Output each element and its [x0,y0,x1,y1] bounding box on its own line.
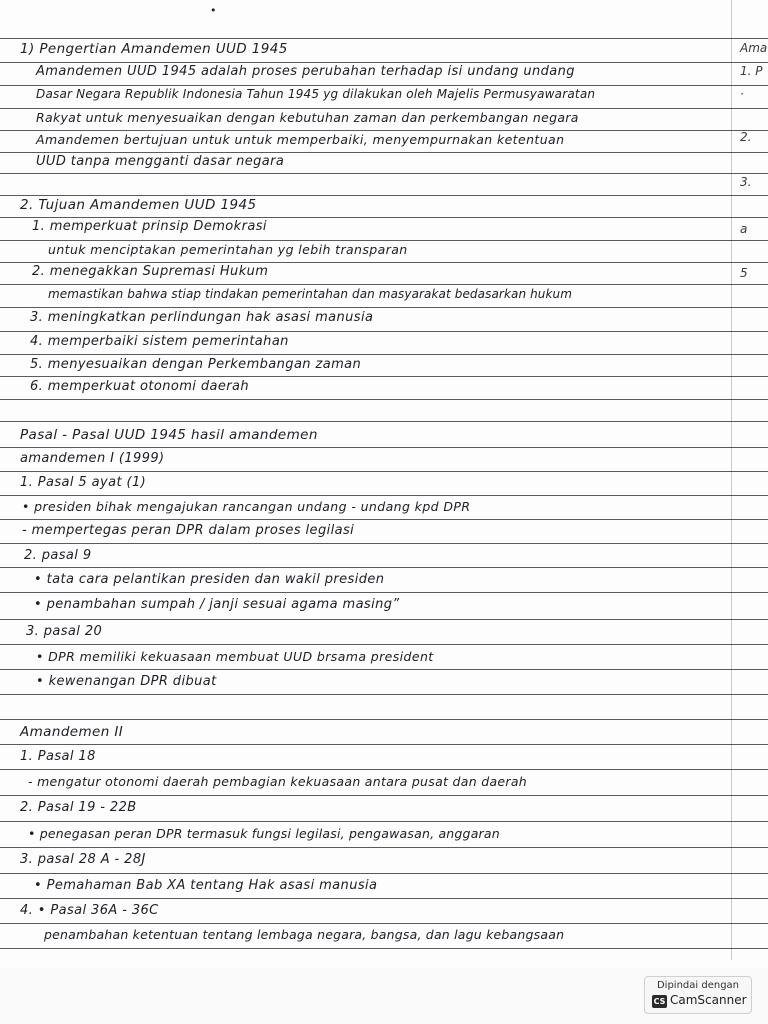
edge-fragment: 2. [740,130,752,144]
text-line: • presiden bihak mengajukan rancangan undang - undang kpd DPR [22,499,471,514]
list-item: 6. memperkuat otonomi daerah [30,379,249,394]
text-line: • penegasan peran DPR termasuk fungsi legilasi, pengawasan, anggaran [28,826,500,841]
ruled-line [0,421,768,422]
section-heading: 2. Tujuan Amandemen UUD 1945 [20,197,257,213]
list-item: 1. Pasal 18 [20,749,96,764]
ruled-line [0,769,768,770]
list-item: 4. • Pasal 36A - 36C [20,903,159,918]
edge-fragment: a [740,222,748,236]
text-line: • DPR memiliki kekuasaan membuat UUD brsama president [36,649,434,664]
list-item: 2. menegakkan Supremasi Hukum [32,264,269,279]
ruled-line [0,669,768,670]
list-item: 2. pasal 9 [24,548,92,563]
list-item: 5. menyesuaikan dengan Perkembangan zaman [30,357,362,372]
list-item: 2. Pasal 19 - 22B [20,800,137,815]
list-item: 3. pasal 28 A - 28J [20,852,146,867]
text-line: penambahan ketentuan tentang lembaga negara, bangsa, dan lagu kebangsaan [44,927,565,942]
scanner-watermark [644,976,752,1014]
ruled-line [0,821,768,822]
ruled-line [0,447,768,448]
list-item: 3. meningkatkan perlindungan hak asasi manusia [30,310,374,325]
ruled-line [0,519,768,520]
text-line: Rakyat untuk menyesuaikan dengan kebutuhan zaman dan perkembangan negara [36,110,579,125]
ruled-line [0,619,768,620]
ruled-line [0,130,768,131]
list-item: 1. memperkuat prinsip Demokrasi [32,219,267,234]
ruled-line [0,152,768,153]
text-line: - mempertegas peran DPR dalam proses legilasi [22,523,355,538]
text-line: Dasar Negara Republik Indonesia Tahun 1945 yg dilakukan oleh Majelis Permusyawaratan [36,87,596,101]
scanner-caption: Dipindai dengan [656,980,740,991]
text-line: • tata cara pelantikan presiden dan wakil presiden [34,572,385,587]
section-heading: 1) Pengertian Amandemen UUD 1945 [20,41,288,57]
text-line: memastikan bahwa stiap tindakan pemerintahan dan masyarakat bedasarkan hukum [48,287,573,301]
text-line: • kewenangan DPR dibuat [36,674,217,689]
ruled-line [0,62,768,63]
ruled-line [0,795,768,796]
ruled-line [0,217,768,218]
ruled-line [0,948,768,949]
text-line: - mengatur otonomi daerah pembagian kekuasaan antara pusat dan daerah [28,774,528,789]
ruled-line [0,262,768,263]
ruled-line [0,376,768,377]
ruled-line [0,873,768,874]
text-line: untuk menciptakan pemerintahan yg lebih transparan [48,242,408,257]
ruled-line [0,108,768,109]
ruled-line [0,471,768,472]
text-line: • Pemahaman Bab XA tentang Hak asasi manusia [34,878,378,893]
ruled-line [0,592,768,593]
ruled-line [0,744,768,745]
text-line: UUD tanpa mengganti dasar negara [36,154,285,169]
scanner-brand: CamScanner [670,993,747,1007]
section-heading: Pasal - Pasal UUD 1945 hasil amandemen [20,427,318,443]
ruled-line [0,331,768,332]
ruled-line [0,399,768,400]
camscanner-logo-icon: CS [653,997,666,1006]
ruled-line [0,284,768,285]
section-heading: Amandemen II [20,724,124,740]
ruled-line [0,195,768,196]
subheading: amandemen I (1999) [20,451,165,466]
text-line: Amandemen bertujuan untuk untuk memperbaiki, menyempurnakan ketentuan [36,132,565,147]
edge-fragment: 1. P [740,64,763,78]
ruled-line [0,85,768,86]
ruled-line [0,923,768,924]
edge-fragment: 3. [740,175,752,189]
list-item: 3. pasal 20 [26,624,103,639]
ruled-line [0,173,768,174]
ruled-line [0,38,768,39]
ruled-line [0,543,768,544]
edge-fragment: · [740,87,744,101]
ruled-line [0,898,768,899]
text-line: • penambahan sumpah / janji sesuai agama masing” [34,597,400,612]
list-item: 1. Pasal 5 ayat (1) [20,475,147,490]
edge-fragment: 5 [740,266,748,280]
ruled-line [0,567,768,568]
ruled-line [0,719,768,720]
ruled-line [0,495,768,496]
edge-fragment: Ama [740,41,768,55]
ruled-line [0,847,768,848]
ruled-line [0,644,768,645]
ruled-line [0,694,768,695]
ruled-line [0,307,768,308]
text-line: Amandemen UUD 1945 adalah proses perubahan terhadap isi undang undang [36,64,575,79]
top-fragment: • [210,4,217,17]
ruled-line [0,240,768,241]
page-margin-line [731,0,732,960]
list-item: 4. memperbaiki sistem pemerintahan [30,334,289,349]
ruled-line [0,354,768,355]
